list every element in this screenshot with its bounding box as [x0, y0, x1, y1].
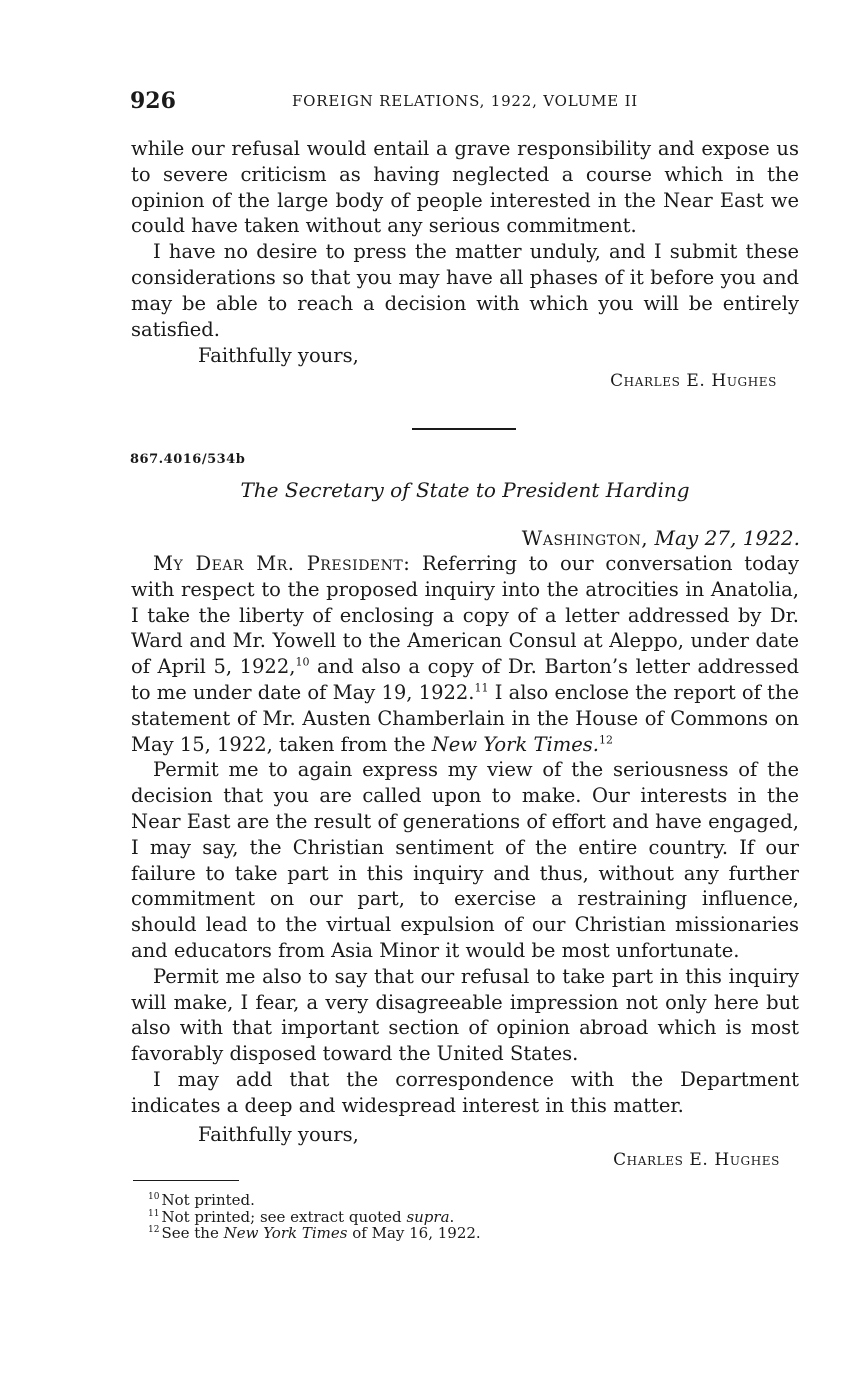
dateline: [130, 526, 800, 550]
footnotes: [148, 1192, 788, 1242]
first-letter-paragraph-2: I have no desire to press the matter unduly, and I submit these considerations so that you may have all phases of it before you and may be able to reach a decision with which you will be entirely satisfied.: [131, 240, 799, 341]
page-header: [130, 86, 800, 116]
footnote-mark: 10: [148, 1192, 160, 1202]
footnote-text-end: of May 16, 1922.: [347, 1224, 481, 1242]
newspaper-title: New York Times.: [431, 732, 599, 756]
first-letter-signature: Charles E. Hughes: [610, 371, 777, 391]
running-title: FOREIGN RELATIONS, 1922, VOLUME II: [291, 92, 639, 110]
letter-signature: Charles E. Hughes: [613, 1150, 780, 1170]
first-letter-closing: Faithfully yours,: [198, 344, 359, 367]
section-divider: [412, 428, 516, 430]
footnote-10: [148, 1192, 788, 1209]
footnote-ref-10: 10: [295, 655, 310, 669]
dateline-city: Washington,: [521, 526, 649, 550]
footnote-italic: New York Times: [223, 1224, 348, 1242]
footnote-text-end: .: [449, 1207, 455, 1226]
footnote-ref-11: 11: [474, 681, 489, 695]
salutation: My Dear Mr. President:: [153, 552, 411, 575]
footnote-italic: supra: [406, 1207, 450, 1226]
footnote-divider: [133, 1180, 239, 1181]
footnote-ref-12: 12: [598, 733, 613, 747]
footnote-12: [148, 1225, 788, 1242]
letter-closing: Faithfully yours,: [198, 1123, 359, 1146]
file-number: 867.4016/534b: [130, 452, 246, 467]
footnote-11: [148, 1209, 788, 1226]
footnote-mark: 12: [148, 1225, 160, 1235]
document-title: The Secretary of State to President Harding: [240, 478, 690, 502]
first-letter-paragraph-1: while our refusal would entail a grave responsibility and expose us to severe criticism as having neglected a course which in the opinion of the large body of people interested in the Near East we could have taken without any serious commitment.: [131, 137, 799, 238]
letter-paragraph-1-part-b: and also a copy of Dr. Barton’s letter addressed to me under date of May 19, 1922.: [131, 655, 799, 704]
footnote-text: See the: [161, 1224, 224, 1242]
footnote-mark: 11: [148, 1208, 160, 1219]
letter-paragraph-1: [131, 551, 799, 757]
letter-paragraph-4: I may add that the correspondence with the Department indicates a deep and widespread interest in this matter.: [131, 1067, 799, 1117]
footnote-text: Not printed.: [161, 1191, 255, 1209]
page-number: 926: [130, 88, 176, 114]
letter-paragraph-1-part-c: I also enclose the report of the statement of Mr. Austen Chamberlain in the House of Commons on May 15, 1922, taken from the: [131, 680, 799, 756]
letter-paragraph-2: Permit me to again express my view of the seriousness of the decision that you are called upon to make. Our interests in the Near East are the result of generations of effort and have engaged, I may say, the Christian sentiment of the entire country. If our failure to take part in this inquiry and thus, without any further commitment on our part, to exercise a restraining influence, should lead to the virtual expulsion of our Christian missionaries and educators from Asia Minor it would be most unfortunate.: [131, 758, 799, 962]
footnote-text: Not printed; see extract quoted: [161, 1207, 407, 1226]
first-letter-body: [131, 136, 799, 342]
dateline-date: May 27, 1922.: [654, 526, 800, 550]
letter-body: [131, 551, 799, 1119]
letter-paragraph-1-part-a: Referring to our conversation today with respect to the proposed inquiry into the atrocities in Anatolia, I take the liberty of enclosing a copy of a letter addressed by Dr. Ward and Mr. Yowell to the American Consul at Aleppo, under date of April 5, 1922,: [131, 552, 799, 679]
letter-paragraph-3: Permit me also to say that our refusal to take part in this inquiry will make, I fear, a very disagreeable impression not only here but also with that important section of opinion abroad which is most favorably disposed toward the United States.: [131, 964, 799, 1066]
